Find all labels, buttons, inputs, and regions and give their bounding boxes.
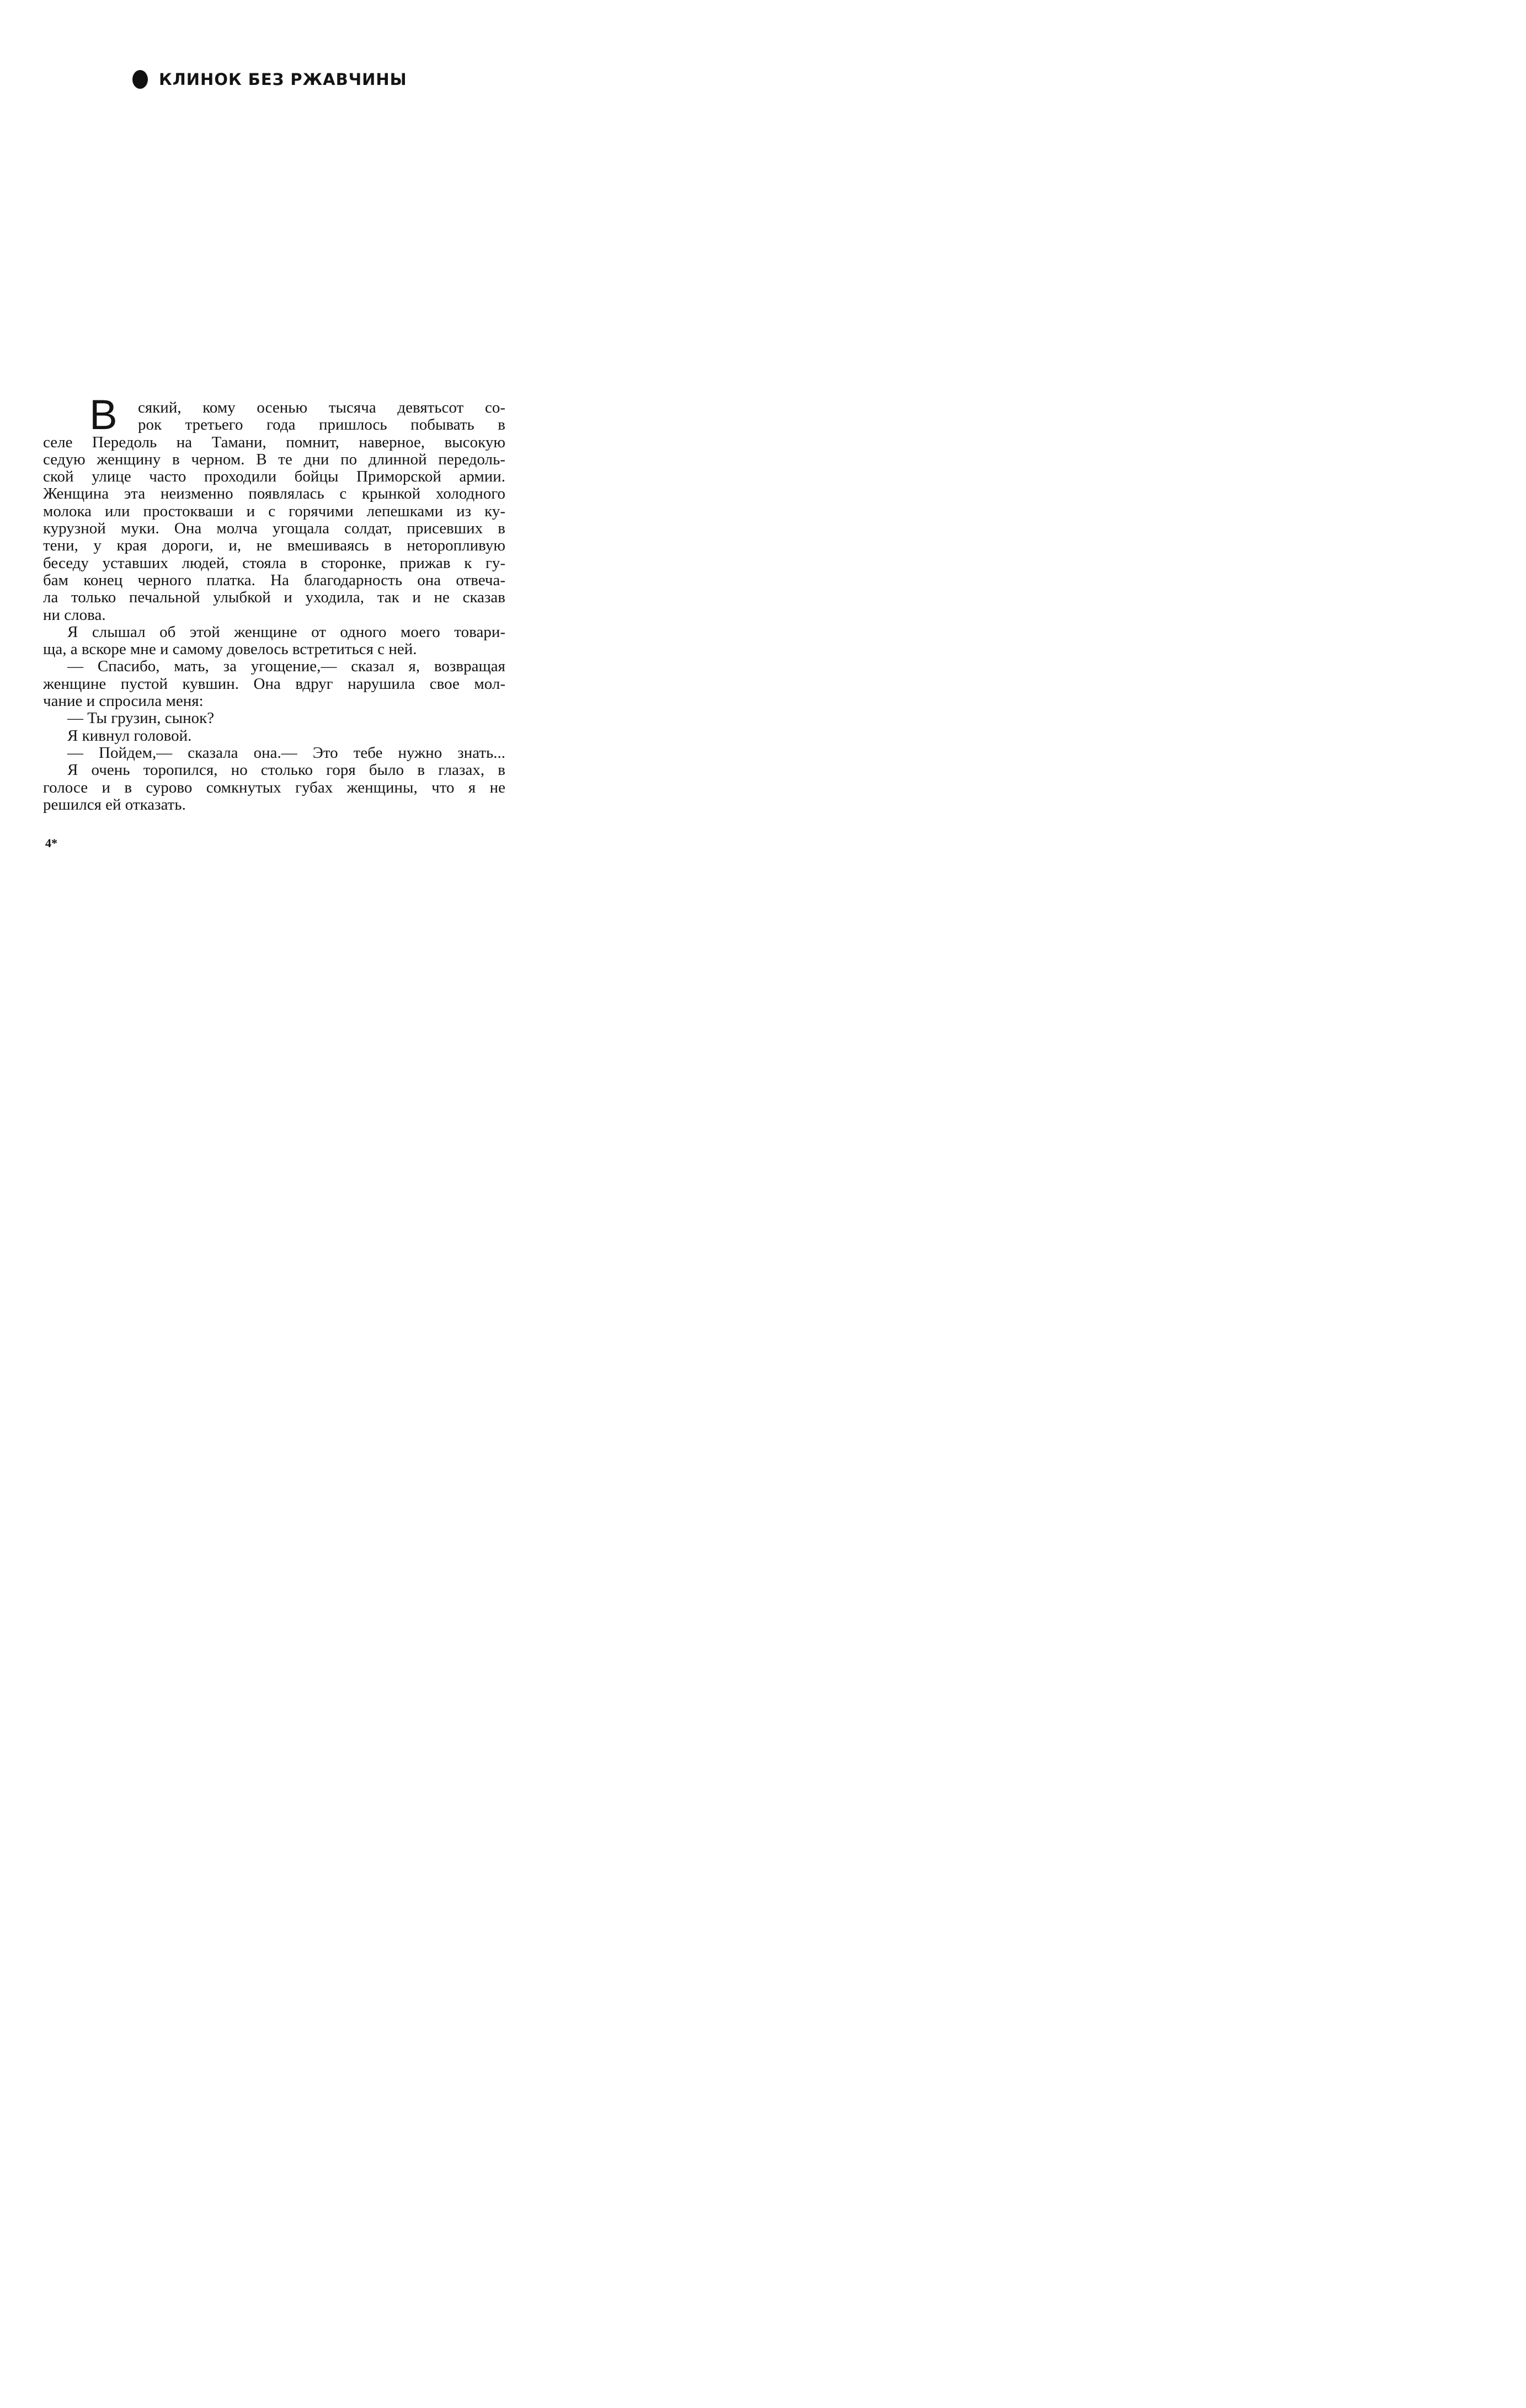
text-line: селе Передоль на Тамани, помнит, наверное, высокую	[43, 433, 505, 451]
book-page	[0, 0, 551, 870]
text-line: беседу уставших людей, стояла в сторонке, прижав к гу-	[43, 554, 505, 572]
bullet-icon	[132, 70, 148, 89]
body-text	[43, 392, 505, 814]
text-line: молока или простокваши и с горячими лепешками из ку-	[43, 502, 505, 520]
text-line: ла только печальной улыбкой и уходила, так и не сказав	[43, 588, 505, 607]
text-line: курузной муки. Она молча угощала солдат, присевших в	[43, 520, 505, 538]
text-line: Я кивнул головой.	[67, 726, 192, 745]
text-line: седую женщину в черном. В те дни по длинной передоль-	[43, 450, 505, 468]
text-line: женщине пустой кувшин. Она вдруг нарушила свое мол-	[43, 675, 505, 693]
text-line: решился ей отказать.	[43, 795, 186, 814]
text-line: тени, у края дороги, и, не вмешиваясь в неторопливую	[43, 537, 505, 555]
text-line: Я слышал об этой женщине от одного моего товари-	[67, 623, 505, 641]
text-line: бам конец черного платка. На благодарность она отвеча-	[43, 571, 505, 589]
text-line: Я очень торопился, но столько горя было в глазах, в	[67, 761, 505, 779]
text-line: ни слова.	[43, 606, 106, 624]
text-line: — Ты грузин, сынок?	[67, 709, 215, 727]
text-line: сякий, кому осенью тысяча девятьсот со-	[138, 399, 505, 416]
chapter-heading	[132, 67, 407, 92]
chapter-title: КЛИНОК БЕЗ РЖАВЧИНЫ	[159, 70, 407, 89]
text-line: голосе и в сурово сомкнутых губах женщины, что я не	[43, 778, 505, 796]
text-line: Женщина эта неизменно появлялась с крынкой холодного	[43, 485, 505, 503]
drop-cap: В	[89, 392, 118, 438]
text-line: — Спасибо, мать, за угощение,— сказал я, возвращая	[67, 657, 505, 676]
text-line: — Пойдем,— сказала она.— Это тебе нужно знать...	[67, 743, 505, 762]
text-line: рок третьего года пришлось побывать в	[138, 416, 505, 434]
text-line: чание и спросила меня:	[43, 692, 204, 710]
text-line: ской улице часто проходили бойцы Приморской армии.	[43, 468, 505, 486]
signature-mark: 4*	[45, 836, 57, 850]
text-line: ща, а вскоре мне и самому довелось встретиться с ней.	[43, 640, 417, 659]
